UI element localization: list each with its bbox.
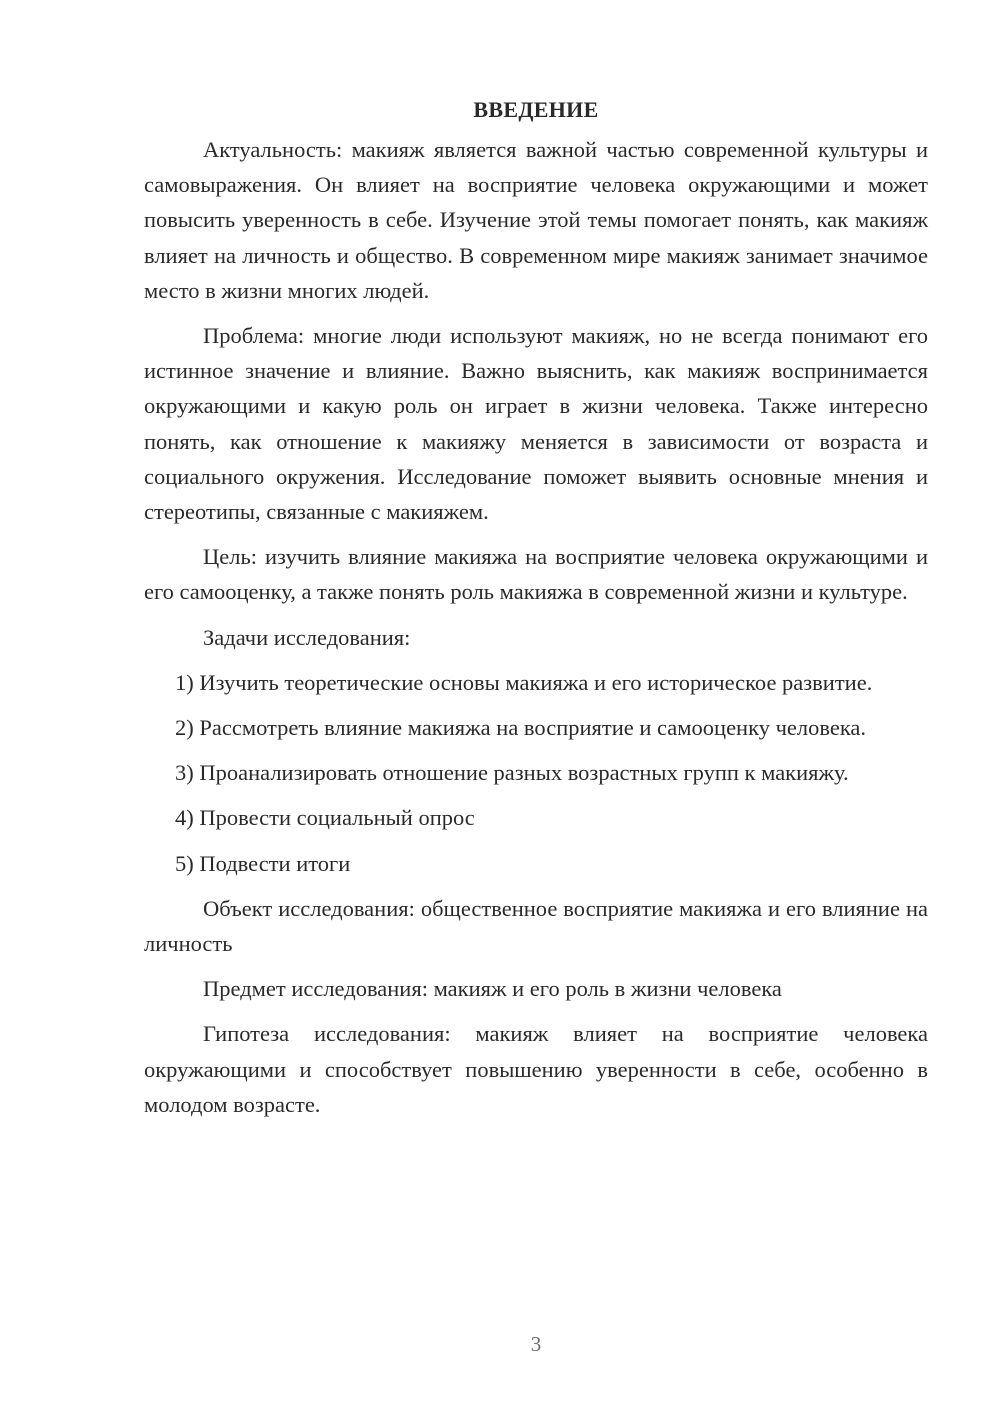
task-item-1: 1) Изучить теоретические основы макияжа и его историческое развитие. — [175, 669, 873, 695]
relevance-paragraph: Актуальность: макияж является важной частью современной культуры и самовыражения. Он влияет на восприятие человека окружающими и может повысить уверенность в себе. Изучение этой темы помогает понять, как макияж влияет на личность и общество. В современном мире макияж занимает значимое место в жизни многих людей. — [144, 137, 928, 303]
page-number: 3 — [530, 1332, 542, 1356]
task-item-5: 5) Подвести итоги — [175, 850, 351, 876]
tasks-heading: Задачи исследования: — [203, 624, 411, 650]
page-title: ВВЕДЕНИЕ — [473, 97, 599, 122]
goal-paragraph: Цель: изучить влияние макияжа на восприятие человека окружающими и его самооценку, а также понять роль макияжа в современной жизни и культуре. — [144, 544, 928, 605]
hypothesis-paragraph: Гипотеза исследования: макияж влияет на восприятие человека окружающими и способствует повышению уверенности в себе, особенно в молодом возрасте. — [144, 1021, 928, 1117]
document-page — [144, 88, 928, 1132]
task-item-4: 4) Провести социальный опрос — [175, 805, 475, 831]
object-paragraph: Объект исследования: общественное восприятие макияжа и его влияние на личность — [144, 895, 928, 957]
task-item-2: 2) Рассмотреть влияние макияжа на восприятие и самооценку человека. — [175, 715, 867, 741]
subject-paragraph: Предмет исследования: макияж и его роль в жизни человека — [203, 976, 782, 1002]
tasks-list — [144, 665, 928, 881]
problem-paragraph: Проблема: многие люди используют макияж, но не всегда понимают его истинное значение и влияние. Важно выяснить, как макияж воспринимается окружающими и какую роль он играет в жизни человека. Также интересно понять, как отношение к макияжу меняется в зависимости от возраста и социального окружения. Исследование поможет выявить основные мнения и стереотипы, связанные с макияжем. — [144, 323, 928, 525]
task-item-3: 3) Проанализировать отношение разных возрастных групп к макияжу. — [175, 760, 849, 786]
